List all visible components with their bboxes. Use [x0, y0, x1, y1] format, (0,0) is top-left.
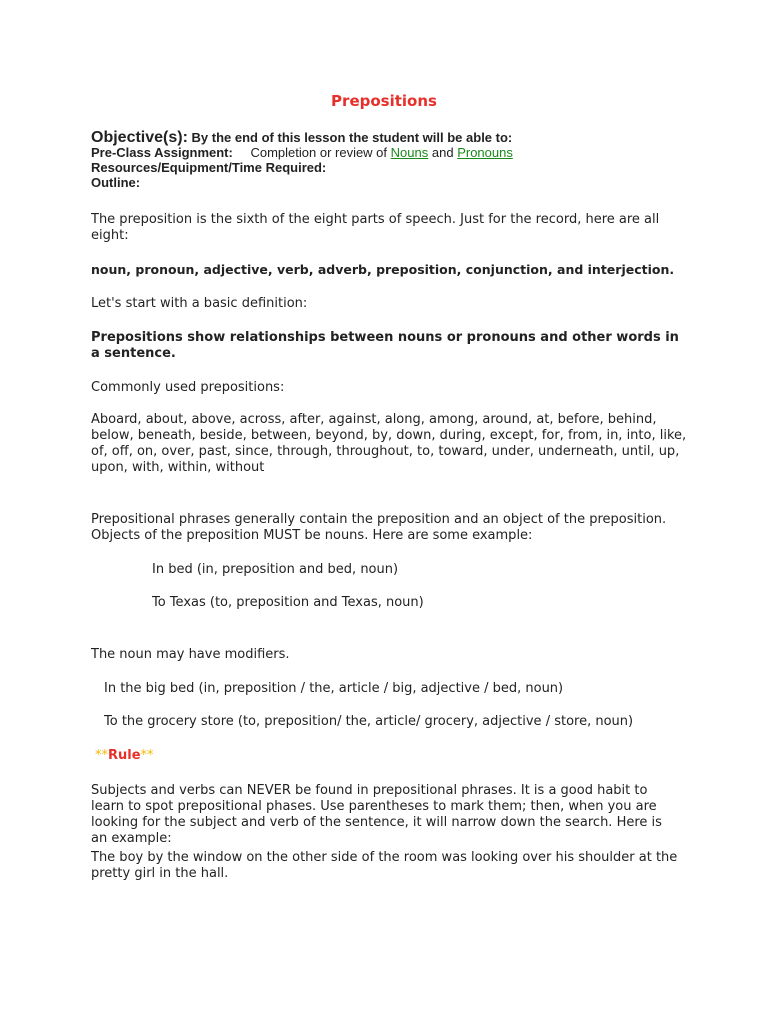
rule-word: Rule [108, 748, 141, 763]
lesson-header [91, 130, 691, 190]
outline-label: Outline: [91, 175, 141, 190]
preclass-text: Completion or review of [250, 145, 388, 160]
common-prepositions-intro: Commonly used prepositions: [91, 380, 285, 395]
example-2: To Texas (to, preposition and Texas, noun) [152, 595, 424, 610]
nouns-link[interactable]: Nouns [390, 145, 429, 160]
phrases-intro: Prepositional phrases generally contain the preposition and an object of the preposition. Objects of the preposition MUST be nouns. Here are some example: [91, 512, 667, 543]
rule-stars-left: ** [95, 748, 108, 763]
definition-intro: Let's start with a basic definition: [91, 296, 308, 311]
objective-text: By the end of this lesson the student will be able to: [191, 130, 513, 145]
pronouns-link[interactable]: Pronouns [457, 145, 513, 160]
page-title: Prepositions [331, 92, 437, 110]
common-prepositions-list: Aboard, about, above, across, after, against, along, among, around, at, before, behind, below, beneath, beside, between, beyond, by, down, during, except, for, from, in, into, like, of, off, on, over, past, since, through, throughout, to, toward, under, underneath, until, up, upon, with, within, without [91, 412, 687, 475]
parts-of-speech-list: noun, pronoun, adjective, verb, adverb, preposition, conjunction, and interjection. [91, 262, 675, 277]
intro-paragraph: The preposition is the sixth of the eight parts of speech. Just for the record, here are all eight: [91, 212, 660, 243]
objective-label: Objective(s): [91, 129, 188, 146]
definition-text: Prepositions show relationships between nouns or pronouns and other words in a sentence. [91, 330, 679, 361]
example-1: In bed (in, preposition and bed, noun) [152, 562, 399, 577]
rule-heading [95, 748, 695, 764]
preclass-label: Pre-Class Assignment: [91, 145, 233, 160]
modifier-example-1: In the big bed (in, preposition / the, article / big, adjective / bed, noun) [104, 681, 564, 696]
rule-text: Subjects and verbs can NEVER be found in prepositional phrases. It is a good habit to learn to spot prepositional phases. Use parentheses to mark them; then, when you are looking for the subject and verb of the sentence, it will narrow down the search. Here is an example: [91, 783, 662, 846]
preclass-and: and [431, 145, 454, 160]
rule-stars-right: ** [140, 748, 154, 763]
objective-line [91, 130, 691, 145]
preclass-line [91, 145, 691, 160]
modifier-example-2: To the grocery store (to, preposition/ the, article/ grocery, adjective / store, noun) [104, 714, 634, 729]
modifiers-intro: The noun may have modifiers. [91, 647, 290, 662]
resources-label: Resources/Equipment/Time Required: [91, 160, 327, 175]
rule-example: The boy by the window on the other side of the room was looking over his shoulder at the pretty girl in the hall. [91, 850, 678, 881]
